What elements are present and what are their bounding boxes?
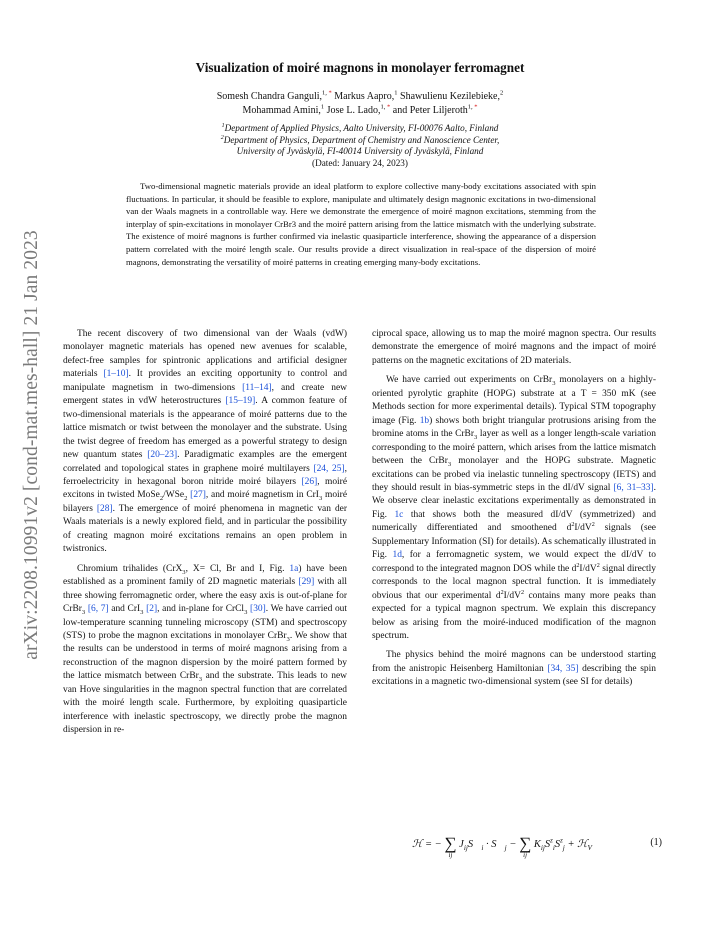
citation-link[interactable]: [6, 31–33]	[613, 482, 654, 493]
equation-number: (1)	[650, 837, 662, 848]
affiliation: University of Jyväskylä, FI-40014 University of Jyväskylä, Finland	[236, 146, 484, 157]
affiliation-mark: 1,	[380, 103, 387, 111]
citation-link[interactable]: [20–23]	[147, 450, 178, 461]
corresponding-mark: *	[387, 103, 391, 111]
paragraph: The physics behind the moiré magnons can be understood starting from the anistropic Heisenberg Hamiltonian [34, 35] describing the spin excitations in a magnetic two-dimensional system (see SI for details)	[372, 650, 656, 688]
affiliation: Department of Physics, Department of Chemistry and Nanoscience Center,	[223, 134, 500, 145]
affiliation-mark: 2	[499, 89, 504, 97]
affiliation-mark: 1,	[322, 89, 329, 97]
citation-link[interactable]: [6, 7]	[87, 604, 109, 615]
author: Shawulienu Kezilebieke,	[400, 91, 500, 102]
corresponding-mark: *	[328, 89, 332, 97]
equation-body: ℋ = − ∑ ij $J_{ij}S⃗_i$ · $S⃗_j$ − ∑ ij $K_{ij}S^z_iS^z_j$ + ℋ$_V$	[411, 834, 593, 859]
figure-link[interactable]: 1c	[394, 509, 404, 520]
author: and Peter Liljeroth	[392, 105, 468, 116]
summation-symbol: ∑ ij	[519, 834, 532, 859]
citation-link[interactable]: [11–14]	[242, 382, 272, 393]
citation-link[interactable]: [27]	[190, 490, 206, 501]
figure-link[interactable]: 1a	[289, 563, 299, 574]
affiliation-mark: 1,	[467, 103, 475, 111]
citation-link[interactable]: [2]	[146, 604, 158, 615]
citation-link[interactable]: [34, 35]	[547, 663, 579, 674]
citation-link[interactable]: [15–19]	[225, 396, 256, 407]
citation-link[interactable]: [28]	[96, 503, 113, 514]
summation-symbol: ∑ ij	[444, 834, 457, 859]
author: Markus Aapro,	[334, 91, 395, 102]
equation-hamiltonian	[372, 833, 662, 867]
author-list	[110, 90, 610, 118]
paragraph: ciprocal space, allowing us to map the moiré magnon spectra. Our results demonstrate the emergence of moiré magnons and the impact of moiré patterns on the magnetic excitations of 2D materials.	[372, 329, 656, 366]
abstract: Two-dimensional magnetic materials provide an ideal platform to explore collective many-body excitations associated with spin fluctuations. In particular, it should be feasible to explore, manipulate and ultimately design magnonic excitations in two-dimensional van der Waals magnets in a controllable way. Here we demonstrate the emergence of moiré magnon excitations, stemming from the interplay of spin-excitations in monolayer CrBr3 and the moiré pattern arising from the lattice mismatch with the underlying substrate. The existence of moiré magnons is further confirmed via inelastic quasiparticle interference, showing the appearance of a dispersion pattern correlated with the moiré length scale. Our results provide a direct visualization in real-space of the dispersion of moiré magnons, demonstrating the versatility of moiré patterns in creating emerging many-body excitations.	[126, 181, 596, 267]
affiliation-mark: 1	[320, 103, 325, 111]
arxiv-sidebar	[22, 180, 42, 710]
affiliation-mark: 2	[220, 134, 224, 141]
corresponding-mark: *	[474, 103, 478, 111]
paragraph: We have carried out experiments on CrBr$_3$ monolayers on a highly-oriented pyrolytic graphite (HOPG) substrate at a T = 350 mK (see Methods section for more experimental details). Typical STM topography image (Fig. 1b) shows both bright triangular protrusions arising from the bromine atoms in the CrBr$_3$ layer as well as a longer length-scale variation corresponding to the moiré pattern, which arises from the lattice mismatch between the CrBr$_3$ monolayer and the HOPG substrate. Magnetic excitations can be probed via inelastic tunneling spectroscopy (IETS) and they should result in bias-symmetric steps in the dI/dV signal [6, 31–33]. We observe clear inelastic excitations experimentally as demonstrated in Fig. 1c that shows both the measured dI/dV (symmetrized) and numerically differentiated and smoothened $d^2I/dV^2$ signals (see Supplementary Information (SI) for details). As schematically illustrated in Fig. 1d, for a ferromagnetic system, we would expect the dI/dV to correspond to the integrated magnon DOS while the $d^2I/dV^2$ signal directly corresponds to the local magnon spectral function. It is immediately obvious that our experimental $d^2I/dV^2$ contains many more peaks than expected for a typical magnon spectrum. We explain this discrepancy below as arising from the moiré-induced modification of the magnon spectrum.	[372, 375, 657, 641]
paper-title: Visualization of moiré magnons in monolayer ferromagnet	[195, 60, 525, 75]
citation-link[interactable]: [30]	[250, 604, 266, 615]
author: Mohammad Amini,	[242, 105, 321, 116]
figure-link[interactable]: 1b	[419, 415, 430, 426]
affiliations	[110, 123, 610, 169]
column-right	[372, 328, 656, 696]
paragraph: Chromium trihalides (CrX$_3$, X= Cl, Br and I, Fig. 1a) have been established as a prominent family of 2D magnetic materials [29] with all three showing ferromagnetic order, where the easy axis is out-of-plane for CrBr$_3$ [6, 7] and CrI$_3$ [2], and in-plane for CrCl$_3$ [30]. We have carried out low-temperature scanning tunneling microscopy (STM) and spectroscopy (STS) to probe the magnon excitations in monolayer CrBr$_3$. We show that the results can be understood in terms of moiré magnons arising from a reconstruction of the magnon dispersion by the moiré pattern formed by the lattice mismatch between CrBr$_3$ and the substrate. This leads to new van Hove singularities in the magnon spectral function that are correlated with the moiré length scale. Furthermore, by exploiting quasiparticle interference with inelastic spectroscopy, we directly probe the magnon dispersion in re-	[63, 563, 348, 736]
citation-link[interactable]: [26]	[301, 476, 318, 487]
paragraph: The recent discovery of two dimensional van der Waals (vdW) monolayer magnetic materials has opened new avenues for scalable, defect-free samples for spintronic applications and artificial designer materials [1–10]. It provides an exciting opportunity to control and manipulate magnetism in two-dimensions [11–14], and create new emergent states in vdW heterostructures [15–19]. A common feature of two-dimensional materials is the appearance of moiré patterns due to the lattice mismatch or twist between the monolayer and the substrate. Using the twist degree of freedom has emerged as a powerful strategy to design new quantum states [20–23]. Paradigmatic examples are the emergent correlated and topological states in graphene moiré multilayers [24, 25], ferroelectricity in hexagonal boron nitride moiré bilayers [26], moiré excitons in twisted MoSe$_2$/WSe$_2$ [27], and moiré magnetism in CrI$_3$ moiré bilayers [28]. The emergence of moiré phenomena in magnetic van der Waals materials is a newly explored field, and in particular the possibility of creating magnon moiré excitations remains an open problem in twistronics.	[63, 329, 348, 555]
author: Somesh Chandra Ganguli,	[216, 91, 323, 102]
citation-link[interactable]: [29]	[298, 577, 315, 588]
column-left	[63, 328, 347, 744]
affiliation: Department of Applied Physics, Aalto University, FI-00076 Aalto, Finland	[224, 123, 499, 133]
author: Jose L. Lado,	[326, 105, 381, 116]
citation-link[interactable]: [1–10]	[103, 369, 129, 380]
figure-link[interactable]: 1d	[392, 550, 402, 561]
affiliation-mark: 1	[221, 122, 225, 129]
citation-link[interactable]: [24, 25]	[313, 463, 345, 474]
date-line: (Dated: January 24, 2023)	[312, 157, 408, 168]
arxiv-identifier: arXiv:2208.10991v2 [cond-mat.mes-hall] 21 Jan 2023	[21, 230, 42, 660]
affiliation-mark: 1	[394, 89, 398, 97]
